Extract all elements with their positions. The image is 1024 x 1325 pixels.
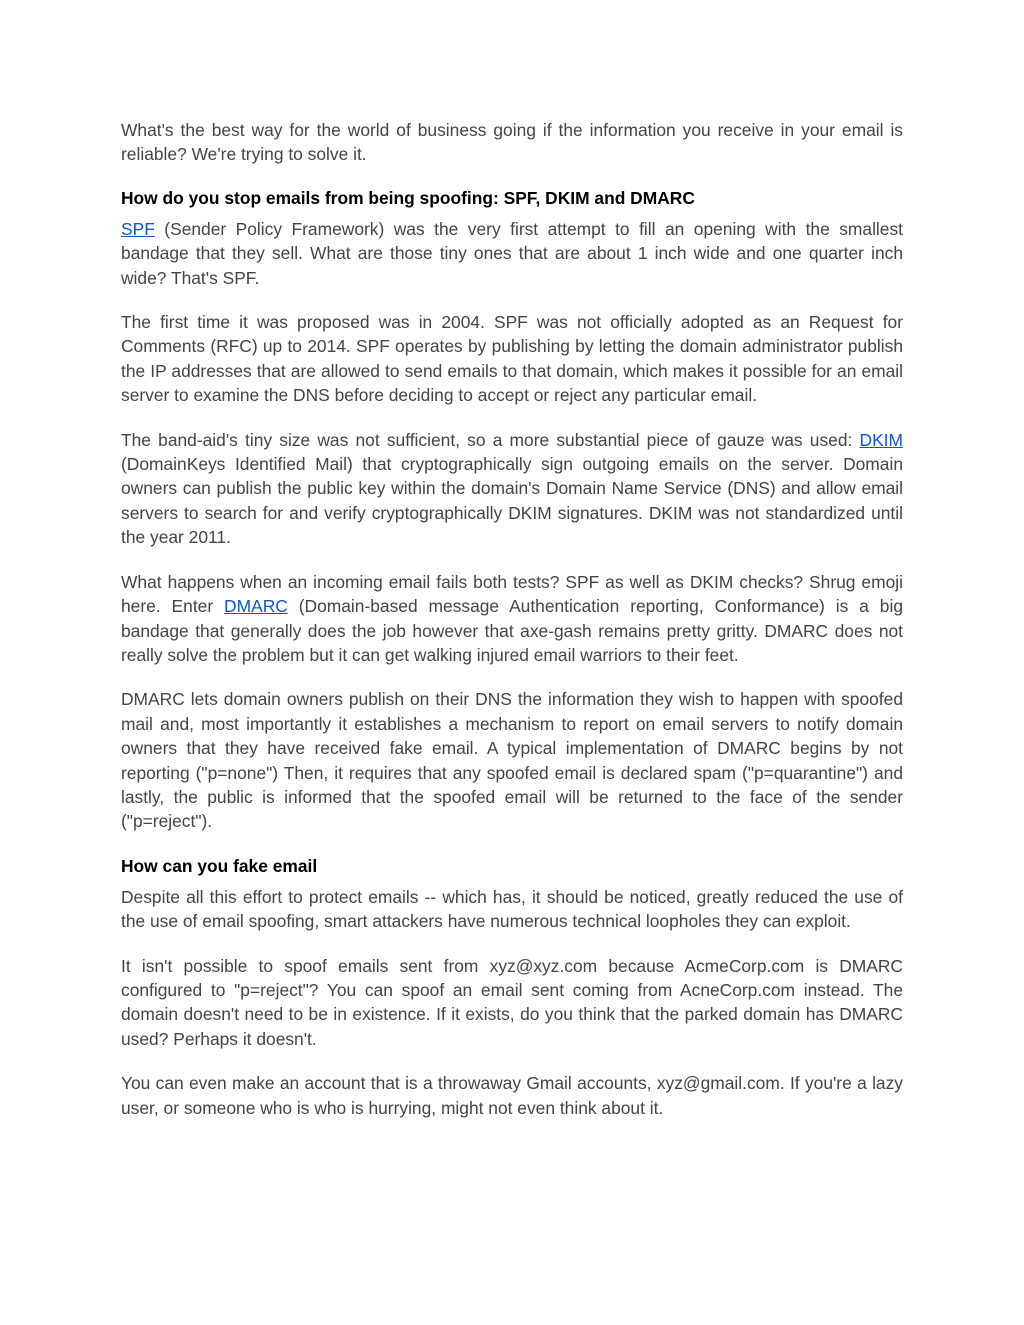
dkim-link[interactable]: DKIM	[859, 429, 903, 450]
history-paragraph: The first time it was proposed was in 2004. SPF was not officially adopted as an Request for Comments (RFC) up to 2014. SPF operates by publishing by letting the domain administrator publish the IP addresses that are allowed to send emails to that domain, which makes it possible for an email server to examine the DNS before deciding to accept or reject any particular email.	[121, 312, 903, 406]
dmarc-text-after: (Domain-based message Authentication reporting, Conformance) is a big bandage that generally does the job however that axe-gash remains pretty gritty. DMARC does not really solve the problem but it can get walking injured email warriors to their feet.	[121, 596, 903, 665]
spf-text: (Sender Policy Framework) was the very first attempt to fill an opening with the smallest bandage that they sell. What are those tiny ones that are about 1 inch wide and one quarter inch wide? That's SPF.	[121, 218, 903, 288]
dmarc-detail-paragraph: DMARC lets domain owners publish on their DNS the information they wish to happen with spoofed mail and, most importantly it establishes a mechanism to report on email servers to notify domain owners that they have received fake email. A typical implementation of DMARC begins by not reporting ("p=none") Then, it requires that any spoofed email is declared spam ("p=quarantine") and lastly, the public is informed that the spoofed email will be returned to the face of the sender ("p=reject").	[121, 689, 903, 832]
dkim-text-after: (DomainKeys Identified Mail) that cryptographically sign outgoing emails on the server. Domain owners can publish the public key within the domain's Domain Name Service (DNS) and allow email servers to search for and verify cryptographically DKIM signatures. DKIM was not standardized until the year 2011.	[121, 454, 903, 548]
dkim-paragraph	[121, 428, 903, 550]
acme-paragraph: It isn't possible to spoof emails sent from xyz@xyz.com because AcmeCorp.com is DMARC configured to "p=reject"? You can spoof an email sent coming from AcneCorp.com instead. The domain doesn't need to be in existence. If it exists, do you think that the parked domain has DMARC used? Perhaps it doesn't.	[121, 955, 903, 1049]
intro-paragraph: What's the best way for the world of business going if the information you receive in your email is reliable? We're trying to solve it.	[121, 120, 903, 165]
effort-paragraph: Despite all this effort to protect emails -- which has, it should be noticed, greatly reduced the use of the use of email spoofing, smart attackers have numerous technical loopholes they can exploit.	[121, 886, 903, 932]
section-heading-fake-email: How can you fake email	[121, 855, 318, 876]
dmarc-link[interactable]: DMARC	[224, 596, 288, 617]
section-heading-spoofing: How do you stop emails from being spoofing: SPF, DKIM and DMARC	[121, 187, 695, 208]
gmail-paragraph: You can even make an account that is a throwaway Gmail accounts, xyz@gmail.com. If you're a lazy user, or someone who is who is hurrying, might not even think about it.	[121, 1073, 903, 1118]
dmarc-text-before: What happens when an incoming email fails both tests? SPF as well as DKIM checks? Shrug emoji here. Enter	[121, 571, 903, 617]
spf-link[interactable]: SPF	[121, 218, 155, 239]
document-body	[121, 118, 903, 1120]
dkim-text-before: The band-aid's tiny size was not sufficient, so a more substantial piece of gauze was used:	[121, 429, 860, 450]
dmarc-paragraph	[121, 570, 903, 668]
spf-paragraph	[121, 217, 903, 290]
